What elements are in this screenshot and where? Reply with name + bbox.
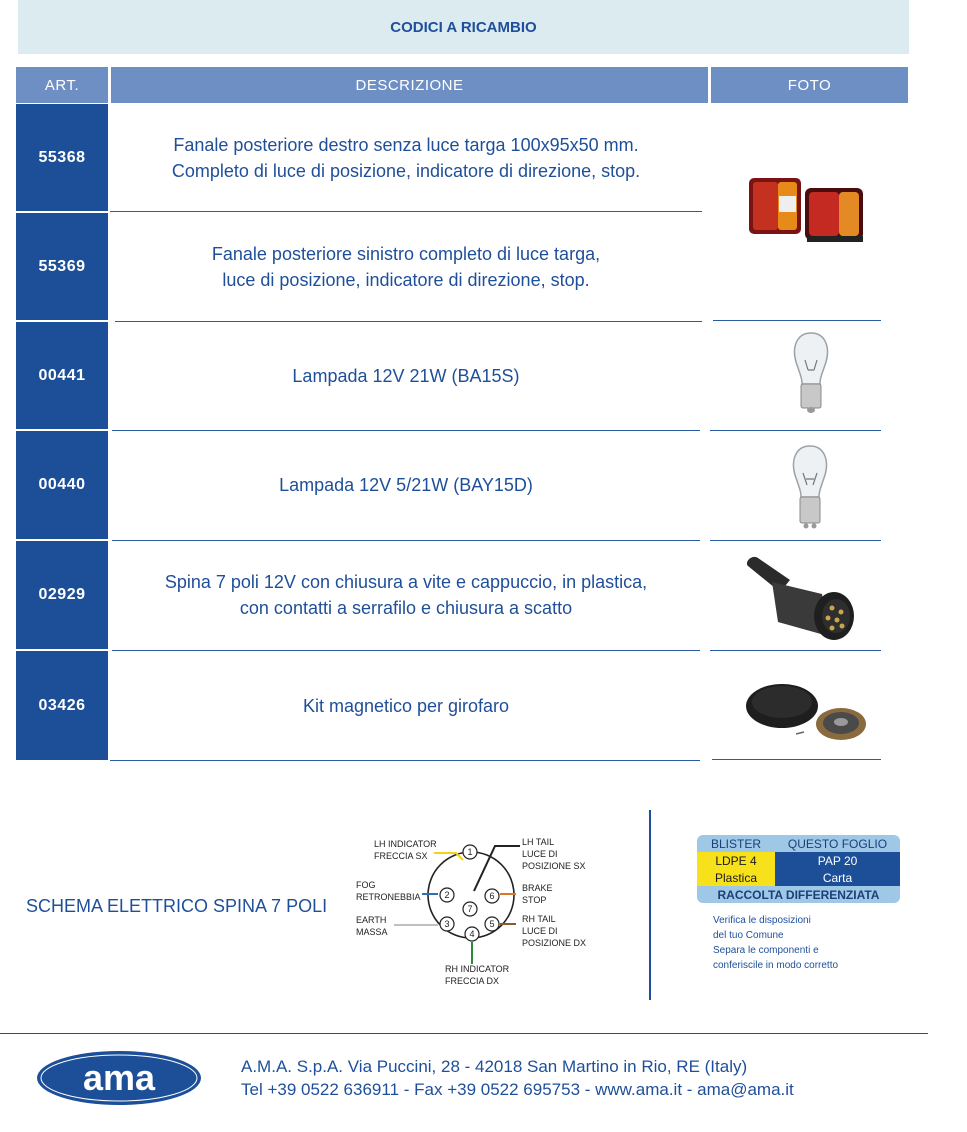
recycling-sheet-material: Carta [775,869,900,886]
description-line: Fanale posteriore destro senza luce targa 100x95x50 mm. [173,134,639,155]
photo-divider [712,759,881,760]
tail-lights-image [745,172,870,244]
svg-text:LH TAIL: LH TAIL [522,837,555,847]
label-fog [356,880,421,902]
description-line: Kit magnetico per girofaro [302,695,510,716]
description-line: con contatti a serrafilo e chiusura a scatto [239,598,573,618]
table-row-description [110,431,702,539]
svg-text:EARTH: EARTH [356,915,387,925]
label-earth [356,915,388,937]
svg-text:1: 1 [467,847,473,857]
photo-divider [710,540,881,541]
column-header-art: ART. [16,67,108,103]
company-contacts: Tel +39 0522 636911 - Fax +39 0522 695753 - www.ama.it - ama@ama.it [241,1080,794,1099]
row-divider [110,211,702,212]
description-line: Lampada 12V 5/21W (BAY15D) [279,475,533,495]
svg-text:3: 3 [444,919,450,929]
svg-text:RETRONEBBIA: RETRONEBBIA [356,892,421,902]
recycling-sheet-code: PAP 20 [775,852,900,869]
pin-5 [485,917,499,931]
recycling-note-line: conferiscile in modo corretto [713,960,839,971]
svg-text:STOP: STOP [522,895,547,905]
table-row-description [110,213,702,320]
row-divider [110,760,700,761]
company-info [241,1055,794,1101]
pin-6 [485,889,499,903]
label-brake [522,883,553,905]
description-line: luce di posizione, indicatore di direzione, stop. [222,269,590,290]
recycling-footer: RACCOLTA DIFFERENZIATA [697,886,900,903]
svg-text:POSIZIONE SX: POSIZIONE SX [522,861,586,871]
table-row-art-code: 55368 [16,104,108,211]
plug-7-pin-image [742,552,862,644]
svg-text:LUCE DI: LUCE DI [522,926,558,936]
label-rh-indicator [445,964,510,986]
recycling-note-line: Verifica le disposizioni [713,915,811,926]
table-row-description [110,322,702,429]
svg-text:LH INDICATOR: LH INDICATOR [374,839,437,849]
table-row-description [110,541,702,649]
recycling-note [713,913,838,973]
pin-3 [440,917,454,931]
label-rh-tail [522,914,586,948]
description-line: Lampada 12V 21W (BA15S) [292,365,520,386]
description-line: Completo di luce di posizione, indicatore di direzione, stop. [171,160,641,181]
column-header-photo: FOTO [711,67,908,103]
svg-text:5: 5 [489,919,495,929]
label-lh-indicator [374,839,437,861]
section-title: CODICI A RICAMBIO [18,0,909,54]
schema-title: SCHEMA ELETTRICO SPINA 7 POLI [26,896,328,916]
recycling-header-blister: BLISTER [697,835,775,852]
table-row-description [110,104,702,211]
table-row-art-code: 55369 [16,213,108,320]
description-line: Spina 7 poli 12V con chiusura a vite e cappuccio, in plastica, [164,572,648,592]
pin-7 [463,902,477,916]
vertical-divider [649,810,651,1000]
svg-text:2: 2 [444,890,450,900]
photo-divider [710,650,881,651]
table-row-description [110,651,702,760]
description-line: Fanale posteriore sinistro completo di luce targa, [211,243,601,264]
pin-4 [465,927,479,941]
magnetic-kit-image [744,678,870,748]
svg-text:7: 7 [467,904,473,914]
pin-2 [440,888,454,902]
svg-text:RH TAIL: RH TAIL [522,914,556,924]
recycling-note-line: del tuo Comune [713,930,784,941]
footer-divider [0,1033,928,1034]
column-header-description: DESCRIZIONE [111,67,708,103]
svg-text:MASSA: MASSA [356,927,388,937]
ama-logo [36,1050,202,1106]
svg-text:6: 6 [489,891,495,901]
svg-text:FOG: FOG [356,880,376,890]
svg-text:ama: ama [82,1057,156,1098]
table-row-art-code: 00440 [16,431,108,539]
photo-divider [713,320,881,321]
recycling-table [697,835,900,903]
svg-text:4: 4 [469,929,475,939]
company-address: A.M.A. S.p.A. Via Puccini, 28 - 42018 San Martino in Rio, RE (Italy) [241,1057,748,1076]
svg-text:FRECCIA SX: FRECCIA SX [374,851,428,861]
table-row-art-code: 00441 [16,322,108,429]
svg-text:BRAKE: BRAKE [522,883,553,893]
label-lh-tail [522,837,586,871]
svg-text:FRECCIA DX: FRECCIA DX [445,976,500,986]
photo-divider [710,430,881,431]
pin-1 [463,845,477,859]
recycling-blister-material: Plastica [697,869,775,886]
recycling-note-line: Separa le componenti e [713,945,819,956]
svg-text:RH INDICATOR: RH INDICATOR [445,964,510,974]
table-row-art-code: 03426 [16,651,108,760]
svg-text:POSIZIONE DX: POSIZIONE DX [522,938,587,948]
bulb-ba15s-image [788,330,834,418]
wiring-diagram [350,832,610,992]
table-row-art-code: 02929 [16,541,108,649]
recycling-blister-code: LDPE 4 [697,852,775,869]
bulb-bay15d-image [787,443,833,533]
svg-text:LUCE DI: LUCE DI [522,849,558,859]
recycling-header-sheet: QUESTO FOGLIO [775,835,900,852]
